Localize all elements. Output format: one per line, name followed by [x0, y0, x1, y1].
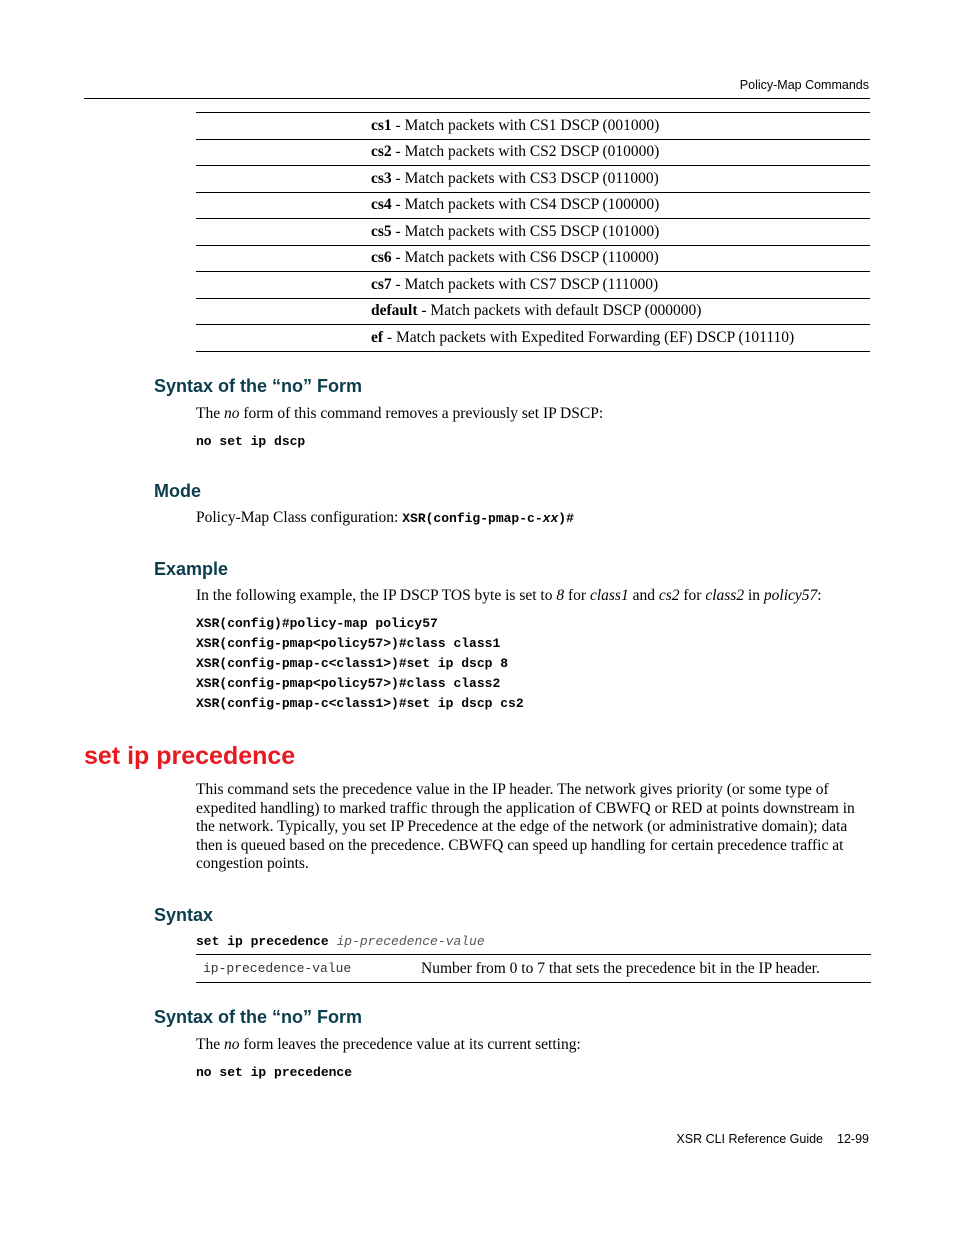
syntax-heading: Syntax	[154, 905, 214, 925]
no-form-heading: Syntax of the “no” Form	[154, 376, 363, 396]
no-form-heading-2: Syntax of the “no” Form	[154, 1007, 363, 1027]
table-row	[196, 955, 871, 983]
keyword: ef	[371, 328, 384, 346]
no-form-description: The no form of this command removes a previously set IP DSCP:	[196, 405, 604, 422]
running-header: Policy-Map Commands	[739, 78, 869, 92]
keyword: cs2	[371, 143, 392, 161]
table-row	[196, 166, 870, 193]
no-form-code-2: no set ip precedence	[196, 1065, 353, 1080]
table-row	[196, 298, 870, 325]
keyword-description: - Match packets with CS7 DSCP (111000)	[391, 275, 659, 293]
guide-title: XSR CLI Reference Guide	[676, 1132, 824, 1146]
keyword: cs1	[371, 116, 392, 134]
header-rule	[84, 98, 870, 99]
page-number: 12-99	[837, 1132, 869, 1146]
table-cell	[371, 192, 870, 219]
keyword-description: - Match packets with CS1 DSCP (001000)	[391, 116, 660, 134]
keyword: cs5	[371, 222, 392, 240]
table-cell	[371, 298, 870, 325]
table-cell	[371, 219, 870, 246]
keyword: cs7	[371, 275, 392, 293]
command-title: set ip precedence	[84, 742, 296, 770]
table-row	[196, 113, 870, 140]
mode-description: Policy-Map Class configuration: XSR(config-pmap-c-xx)#	[196, 509, 574, 526]
parameter-table	[196, 954, 871, 983]
table-row	[196, 325, 870, 352]
keyword-description: - Match packets with CS2 DSCP (010000)	[391, 143, 660, 161]
code-line: XSR(config-pmap<policy57>)#class class2	[196, 676, 501, 691]
no-form-code: no set ip dscp	[196, 434, 306, 449]
keyword-description: - Match packets with CS6 DSCP (110000)	[391, 249, 659, 267]
table-row	[196, 192, 870, 219]
keyword-description: - Match packets with CS5 DSCP (101000)	[391, 222, 660, 240]
table-row	[196, 139, 870, 166]
keyword: default	[371, 302, 418, 320]
keyword-description: - Match packets with CS3 DSCP (011000)	[391, 169, 659, 187]
example-description: In the following example, the IP DSCP TOS byte is set to 8 for class1 and cs2 for class2 in policy57:	[196, 587, 822, 604]
example-code-block	[196, 614, 524, 714]
dscp-keyword-table	[196, 112, 870, 352]
table-cell	[371, 272, 870, 299]
code-line: XSR(config-pmap-c<class1>)#set ip dscp 8	[196, 656, 509, 671]
keyword-description: - Match packets with CS4 DSCP (100000)	[391, 196, 660, 214]
code-line: XSR(config-pmap-c<class1>)#set ip dscp cs2	[196, 696, 524, 711]
parameter-description: Number from 0 to 7 that sets the precedence bit in the IP header.	[421, 955, 871, 983]
mode-prompt: XSR(config-pmap-c-xx)#	[402, 511, 574, 526]
page-footer	[676, 1132, 869, 1146]
table-cell	[371, 139, 870, 166]
code-line: XSR(config)#policy-map policy57	[196, 616, 438, 631]
table-row	[196, 272, 870, 299]
table-cell	[371, 166, 870, 193]
syntax-line: set ip precedence ip-precedence-value	[196, 934, 485, 949]
keyword: cs4	[371, 196, 392, 214]
code-line: XSR(config-pmap<policy57>)#class class1	[196, 636, 501, 651]
table-cell	[371, 113, 870, 140]
table-row	[196, 219, 870, 246]
parameter-name: ip-precedence-value	[196, 955, 421, 983]
keyword-description: - Match packets with default DSCP (000000)	[417, 302, 702, 320]
example-heading: Example	[154, 559, 229, 579]
table-cell	[371, 245, 870, 272]
command-description: This command sets the precedence value in the IP header. The network gives priority (or some type of expedited handling) to marked traffic through the application of CBWFQ or RED at points downstream in the network. Typically, you set IP Precedence at the edge of the network (or administrative domain); data then is queued based on the precedence. CBWFQ can speed up handling for certain precedence traffic at congestion points.	[196, 781, 855, 873]
keyword-description: - Match packets with Expedited Forwarding (EF) DSCP (101110)	[383, 328, 795, 346]
table-cell	[371, 325, 870, 352]
keyword: cs3	[371, 169, 392, 187]
mode-heading: Mode	[154, 481, 201, 501]
keyword: cs6	[371, 249, 392, 267]
table-row	[196, 245, 870, 272]
no-form-description-2: The no form leaves the precedence value at its current setting:	[196, 1036, 581, 1053]
